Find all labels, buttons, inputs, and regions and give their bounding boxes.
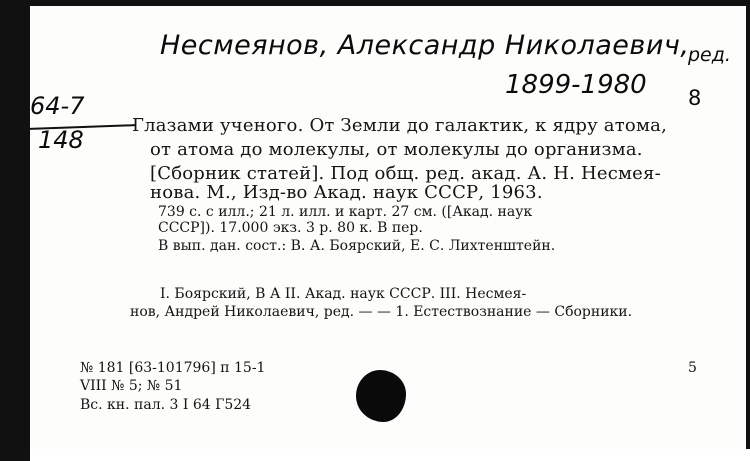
added-entries-line: нов, Андрей Николаевич, ред. — — 1. Естествознание — Сборники. (130, 304, 633, 320)
footer-registration-line: № 181 [63-101796] п 15-1 (80, 360, 266, 376)
handwritten-author: Несмеянов, Александр Николаевич, (160, 30, 690, 61)
shelf-mark-bottom: 148 (38, 126, 84, 154)
volume-number: 8 (688, 86, 702, 110)
footer-series-line: VIII № 5; № 51 (80, 378, 183, 394)
compilers-note: В вып. дан. сост.: В. А. Боярский, Е. С. Лихтенштейн. (158, 238, 556, 254)
footer-page-number: 5 (688, 360, 697, 376)
footer-chamber-line: Вс. кн. пал. 3 I 64 Г524 (80, 397, 252, 413)
ink-blot-hole (356, 370, 406, 422)
scan-edge-left (0, 0, 30, 461)
title-line: от атома до молекулы, от молекулы до организма. (150, 139, 643, 160)
shelf-mark-top: 64-7 (30, 92, 85, 120)
scan-edge-top (0, 0, 750, 6)
added-entries-line: I. Боярский, В А II. Акад. наук СССР. III. Несмея- (160, 286, 527, 302)
handwritten-role: ред. (688, 44, 731, 66)
title-line: нова. М., Изд-во Акад. наук СССР, 1963. (150, 182, 543, 203)
handwritten-years: 1899-1980 (505, 70, 647, 100)
title-line: Глазами ученого. От Земли до галактик, к ядру атома, (132, 115, 667, 136)
scan-edge-bottom (30, 449, 750, 461)
collation-line: 739 с. с илл.; 21 л. илл. и карт. 27 см. ([Акад. наук (158, 204, 533, 220)
title-line: [Сборник статей]. Под общ. ред. акад. А. Н. Несмея- (150, 163, 661, 184)
scan-edge-right (746, 0, 750, 461)
collation-line: СССР]). 17.000 экз. 3 р. 80 к. В пер. (158, 220, 423, 236)
